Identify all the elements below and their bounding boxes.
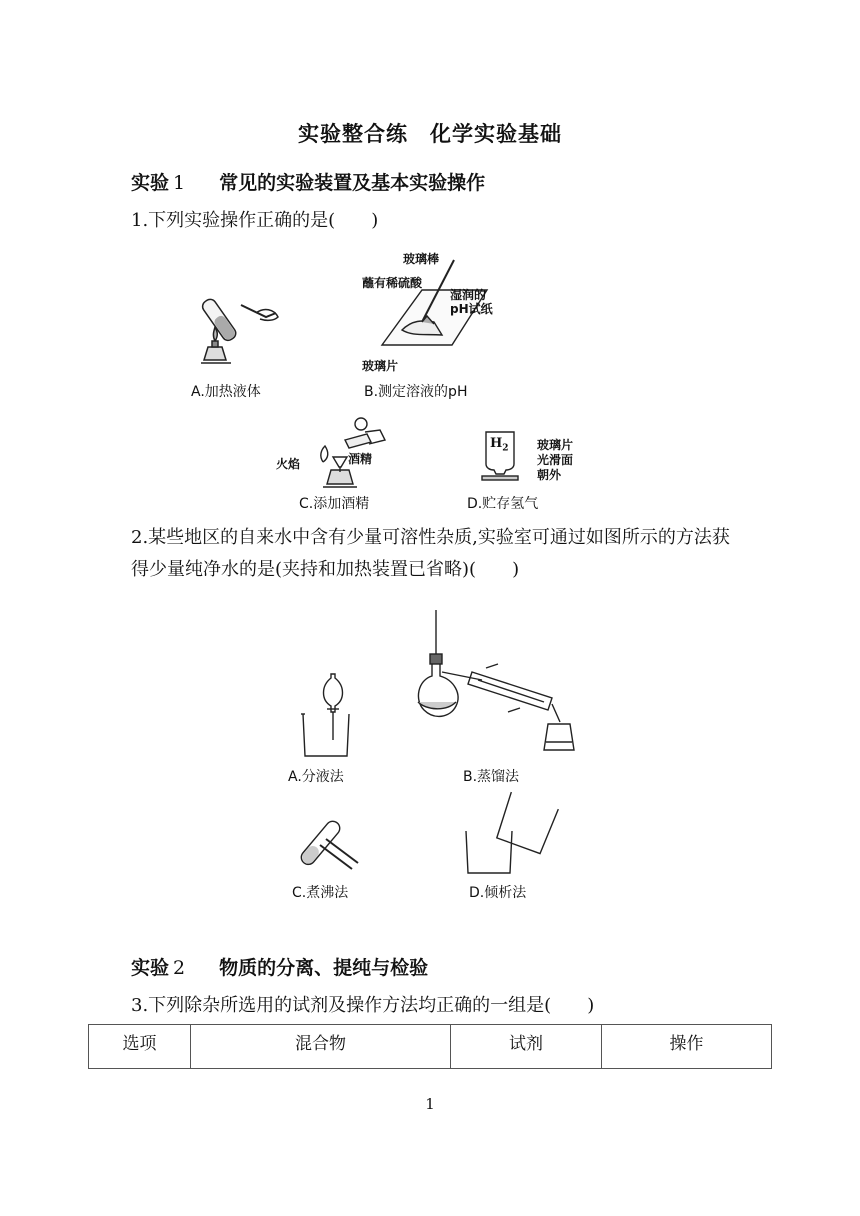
- label-flame: 火焰: [276, 457, 301, 471]
- label-smooth-side: 光滑面: [537, 453, 574, 467]
- label-glass-sheet: 玻璃片: [537, 438, 574, 452]
- q2-option-b-caption: B.蒸馏法: [463, 769, 520, 785]
- option-d-caption: D.贮存氢气: [467, 496, 539, 512]
- page-title: 实验整合练 化学实验基础: [298, 122, 562, 146]
- table-header-row: [89, 1025, 772, 1069]
- q2-option-d-caption: D.倾析法: [469, 885, 527, 901]
- figure-c-boiling: [290, 815, 365, 875]
- header-reagent: 试剂: [451, 1025, 602, 1069]
- question-3-text: 3.下列除杂所选用的试剂及操作方法均正确的一组是( ): [131, 995, 595, 1016]
- section-1-title: 常见的实验装置及基本实验操作: [219, 172, 486, 194]
- label-wet-paper-1: 湿润的: [450, 288, 487, 302]
- header-operation: 操作: [602, 1025, 772, 1069]
- question-2-text: 2.某些地区的自来水中含有少量可溶性杂质,实验室可通过如图所示的方法获得少量纯净水的是(夹持和加热装置已省略)( ): [131, 527, 730, 580]
- label-h2: $H_2$: [490, 436, 509, 454]
- section-1-heading: [131, 168, 485, 195]
- label-facing-out: 朝外: [537, 468, 562, 482]
- section-2-title: 物质的分离、提纯与检验: [219, 957, 429, 979]
- section-2-heading: [131, 953, 428, 980]
- option-c-caption: C.添加酒精: [299, 496, 370, 512]
- figure-a-separatory-funnel: [297, 670, 357, 760]
- q2-option-c-caption: C.煮沸法: [292, 885, 349, 901]
- label-glass-rod: 玻璃棒: [403, 252, 440, 266]
- label-alcohol: 酒精: [348, 452, 373, 466]
- section-2-number: 2: [173, 957, 186, 979]
- label-wet-paper-2: pH试纸: [450, 302, 493, 316]
- question-1-text: 1.下列实验操作正确的是( ): [131, 210, 379, 231]
- section-1-number: 1: [173, 172, 186, 194]
- option-a-caption: A.加热液体: [191, 384, 261, 400]
- option-b-caption: B.测定溶液的pH: [364, 384, 468, 400]
- options-table: [88, 1024, 772, 1069]
- figure-a-heating-liquid: [186, 285, 286, 375]
- figure-b-distillation: [412, 610, 587, 760]
- label-dilute-acid: 蘸有稀硫酸: [362, 276, 423, 290]
- header-option: 选项: [89, 1025, 191, 1069]
- figure-d-decantation: [462, 793, 557, 878]
- label-glass-plate: 玻璃片: [362, 359, 399, 373]
- header-mixture: 混合物: [191, 1025, 451, 1069]
- section-1-label: 实验: [131, 172, 170, 194]
- section-2-label: 实验: [131, 957, 170, 979]
- q2-option-a-caption: A.分液法: [288, 769, 344, 785]
- page-number: 1: [425, 1095, 435, 1113]
